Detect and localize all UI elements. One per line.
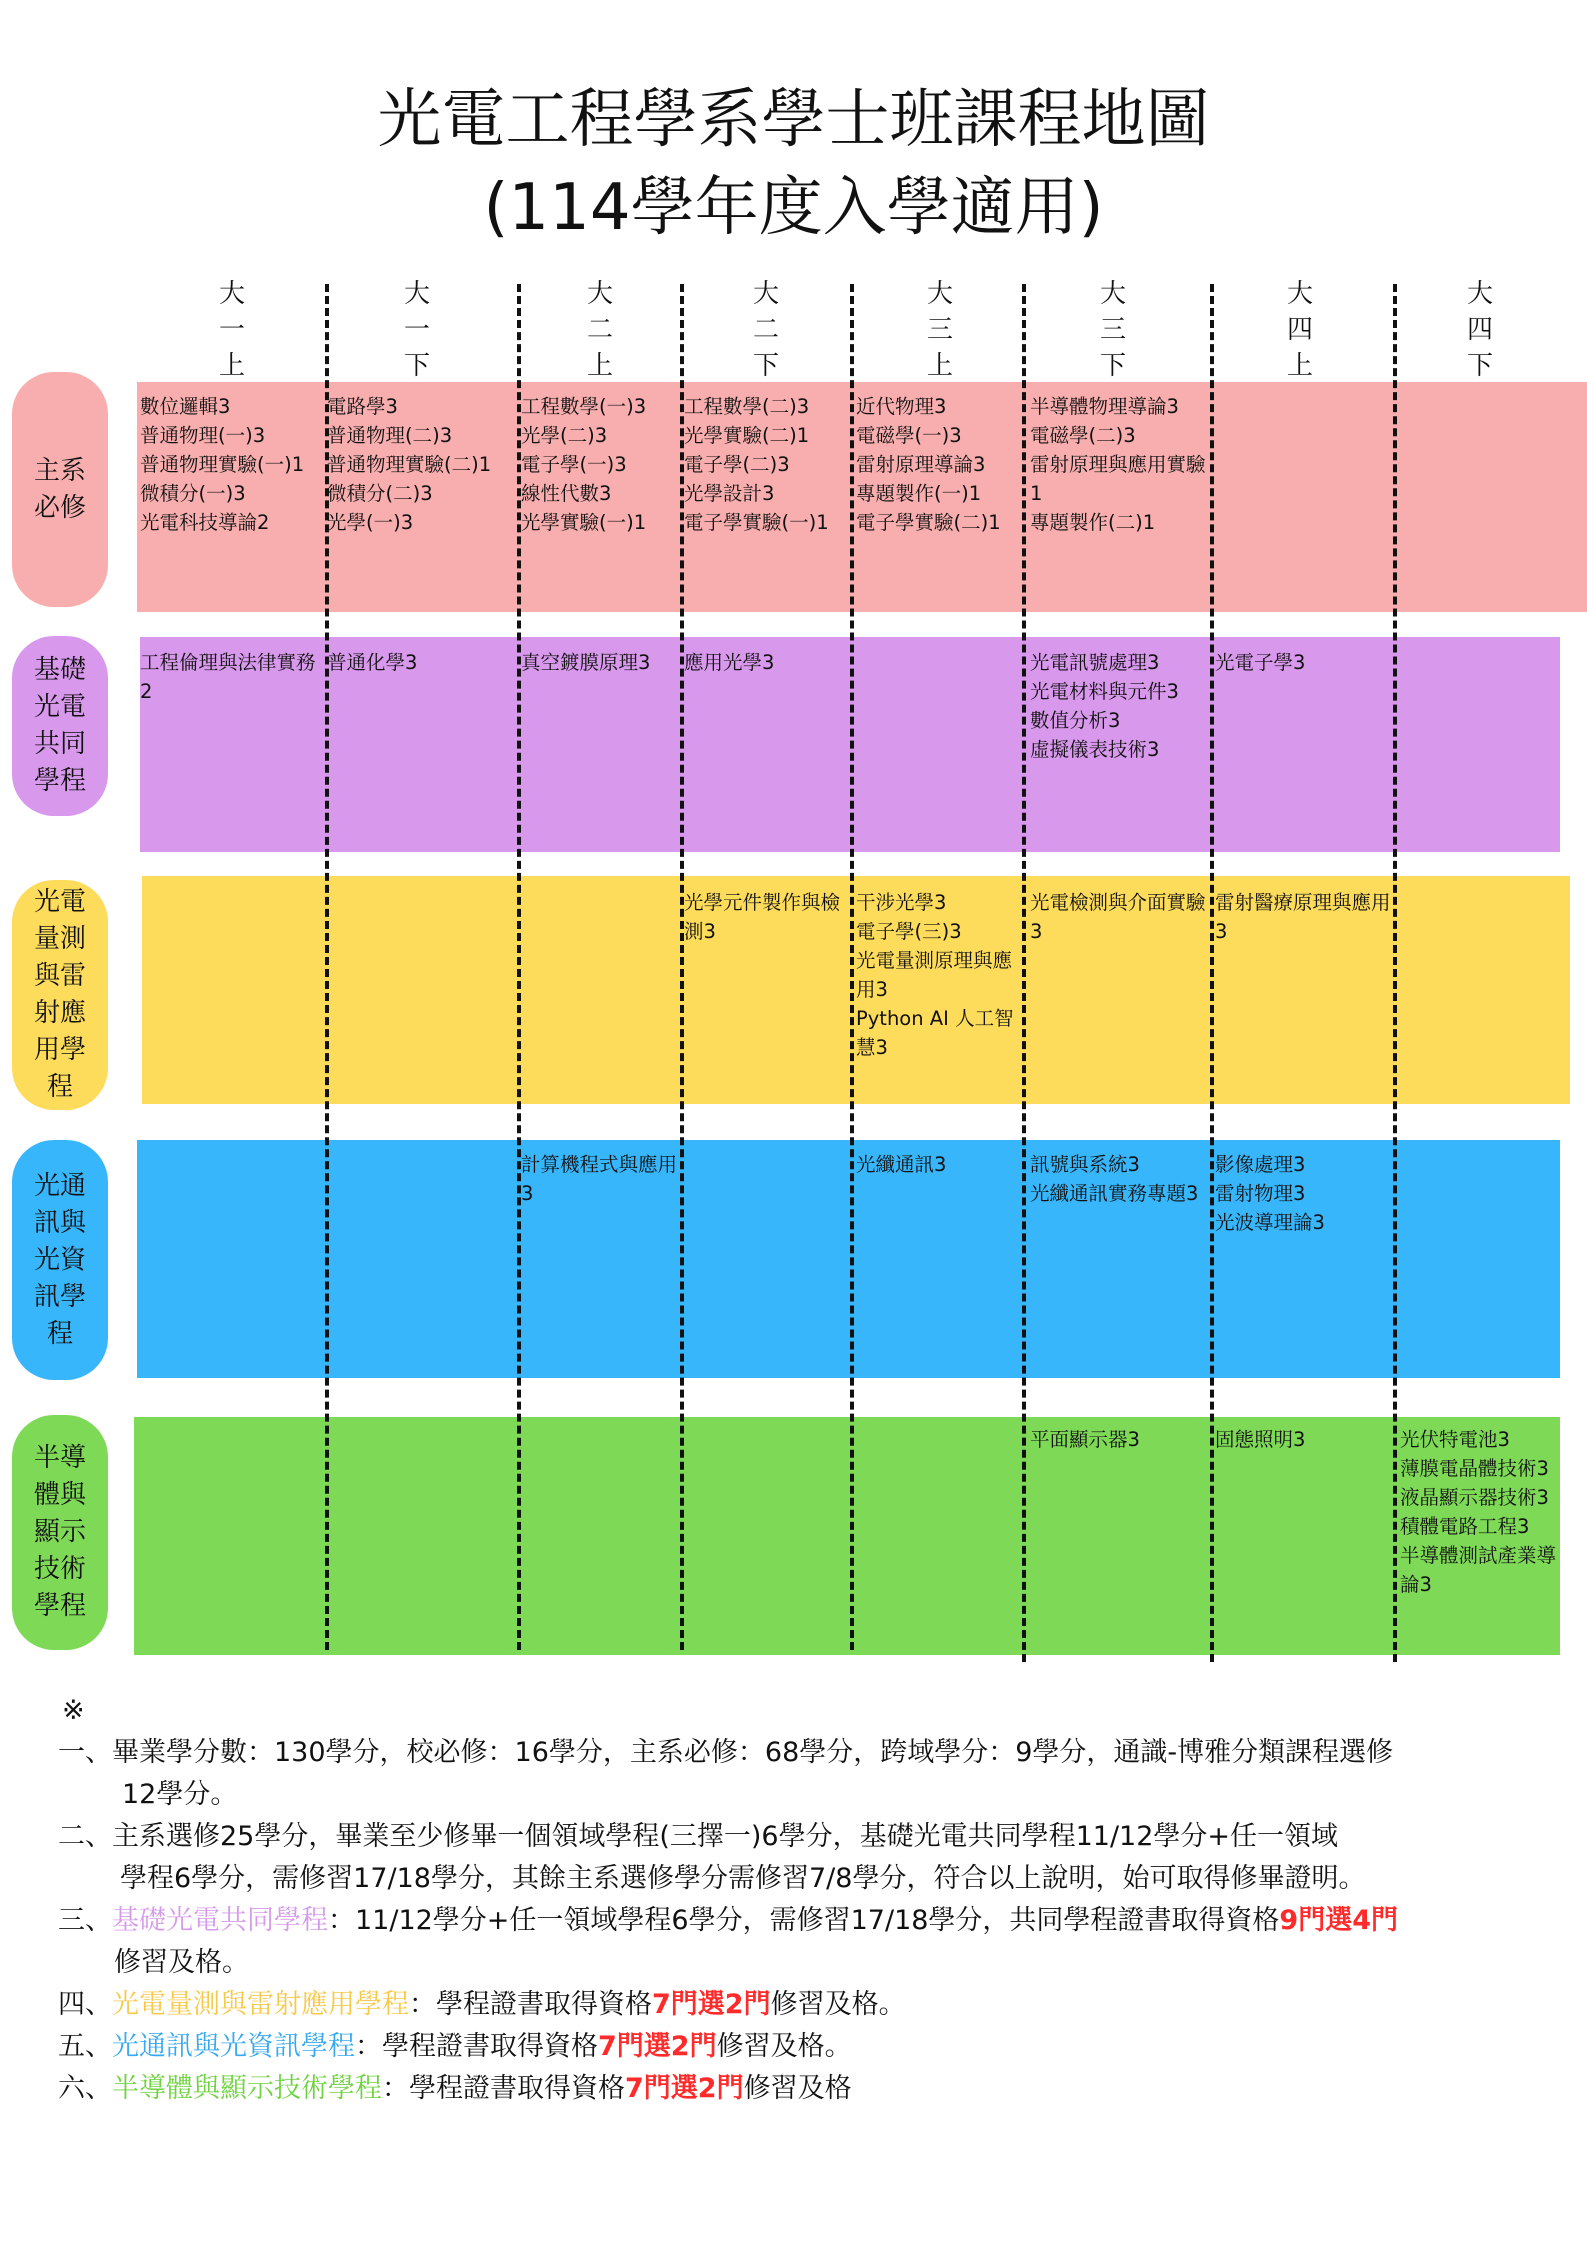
note-6 [58, 2068, 1558, 2110]
note-6-text: ：學程證書取得資格 [382, 2073, 625, 2104]
note-3-highlight: 9門選4門 [1279, 1905, 1398, 1936]
note-5-highlight: 7門選2門 [598, 2031, 717, 2062]
course-cell [1030, 1425, 1212, 1454]
course-item: 專題製作(一)1 [856, 482, 982, 505]
course-cell [856, 888, 1026, 1062]
semester-char: 大 [403, 279, 430, 309]
note-6-index: 六、 [58, 2073, 112, 2104]
semester-divider [850, 284, 854, 1650]
course-item: 光電科技導論2 [140, 511, 270, 534]
course-cell [1030, 1150, 1212, 1208]
course-item: 應用光學3 [684, 651, 775, 674]
semester-char: 上 [586, 351, 613, 381]
semester-header-7 [1270, 276, 1330, 384]
course-item: 干涉光學3 [856, 891, 947, 914]
course-item: 普通物理(一)3 [140, 424, 266, 447]
semester-header-8 [1450, 276, 1510, 384]
semester-char: 大 [926, 279, 953, 309]
course-cell [140, 648, 325, 706]
semester-char: 下 [1099, 351, 1126, 381]
semester-char: 一 [218, 315, 245, 345]
course-item: 電子學(一)3 [521, 453, 627, 476]
note-1-index: 一、 [58, 1737, 112, 1768]
course-item: 光纖通訊實務專題3 [1030, 1182, 1199, 1205]
note-5-end: 修習及格。 [716, 2031, 852, 2062]
note-5-index: 五、 [58, 2031, 112, 2062]
semester-header-2 [387, 276, 447, 384]
note-4-index: 四、 [58, 1989, 112, 2020]
course-cell [327, 648, 517, 677]
course-item: 光電訊號處理3 [1030, 651, 1160, 674]
course-cell [1030, 392, 1212, 537]
course-item: 微積分(二)3 [327, 482, 433, 505]
course-cell [1400, 1425, 1565, 1599]
note-2-index: 二、 [58, 1821, 112, 1852]
course-item: 專題製作(二)1 [1030, 511, 1156, 534]
course-item: 普通物理實驗(二)1 [327, 453, 492, 476]
course-item: 液晶顯示器技術3 [1400, 1486, 1549, 1509]
course-item: 電子學(三)3 [856, 920, 962, 943]
course-item: 光電量測原理與應用3 [856, 949, 1013, 1001]
semester-char: 上 [1286, 351, 1313, 381]
semester-char: 四 [1286, 315, 1313, 345]
course-item: 數值分析3 [1030, 709, 1121, 732]
course-item: 光學(一)3 [327, 511, 414, 534]
program-label-4: 光通訊與光資訊學程 [12, 1140, 108, 1380]
course-cell [1215, 1150, 1395, 1237]
course-item: 工程數學(一)3 [521, 395, 647, 418]
course-cell [684, 648, 852, 677]
note-4-highlight: 7門選2門 [652, 1989, 771, 2020]
note-2 [58, 1816, 1558, 1900]
semester-char: 大 [752, 279, 779, 309]
course-item: 電磁學(二)3 [1030, 424, 1136, 447]
notes-mark: ※ [62, 1695, 85, 1726]
semester-char: 二 [752, 315, 779, 345]
course-item: 雷射原理導論3 [856, 453, 986, 476]
course-cell [684, 392, 852, 537]
semester-char: 三 [926, 315, 953, 345]
course-item: 工程倫理與法律實務2 [140, 651, 316, 703]
note-5 [58, 2026, 1558, 2068]
note-1-continuation: 12學分。 [122, 1779, 238, 1810]
semester-char: 三 [1099, 315, 1126, 345]
note-4-text: ：學程證書取得資格 [409, 1989, 652, 2020]
program-label-3: 光電量測與雷射應用學程 [12, 880, 108, 1110]
course-item: 線性代數3 [521, 482, 612, 505]
course-item: 光學元件製作與檢測3 [684, 891, 841, 943]
semester-char: 大 [1466, 279, 1493, 309]
course-item: 電磁學(一)3 [856, 424, 962, 447]
note-4-end: 修習及格。 [770, 1989, 906, 2020]
note-6-program: 半導體與顯示技術學程 [112, 2073, 382, 2104]
course-item: 虛擬儀表技術3 [1030, 738, 1160, 761]
course-item: 固態照明3 [1215, 1428, 1306, 1451]
course-item: 雷射物理3 [1215, 1182, 1306, 1205]
note-3-text: ：11/12學分+任一領域學程6學分，需修習17/18學分，共同學程證書取得資格 [328, 1905, 1280, 1936]
course-item: 電子學實驗(一)1 [684, 511, 829, 534]
semester-header-4 [736, 276, 796, 384]
course-item: 電子學實驗(二)1 [856, 511, 1001, 534]
course-item: 光電子學3 [1215, 651, 1306, 674]
semester-char: 大 [1286, 279, 1313, 309]
course-item: 光學實驗(二)1 [684, 424, 810, 447]
course-item: 光電材料與元件3 [1030, 680, 1179, 703]
semester-char: 四 [1466, 315, 1493, 345]
note-5-text: ：學程證書取得資格 [355, 2031, 598, 2062]
semester-char: 大 [218, 279, 245, 309]
note-3-program: 基礎光電共同學程 [112, 1905, 328, 1936]
semester-char: 上 [926, 351, 953, 381]
semester-char: 下 [1466, 351, 1493, 381]
course-cell [140, 392, 325, 537]
semester-header-5 [910, 276, 970, 384]
course-item: 半導體物理導論3 [1030, 395, 1179, 418]
note-4-program: 光電量測與雷射應用學程 [112, 1989, 409, 2020]
course-cell [521, 392, 681, 537]
page-title-line2: (114學年度入學適用) [483, 171, 1104, 245]
course-cell [327, 392, 517, 537]
semester-char: 大 [586, 279, 613, 309]
semester-char: 二 [586, 315, 613, 345]
note-2-text: 主系選修25學分，畢業至少修畢一個領域學程(三擇一)6學分，基礎光電共同學程11/12學分+任一領域 [112, 1821, 1339, 1852]
course-item: 半導體測試產業導論3 [1400, 1544, 1557, 1596]
note-4 [58, 1984, 1558, 2026]
semester-char: 上 [218, 351, 245, 381]
course-cell [521, 648, 681, 677]
course-item: 光學(二)3 [521, 424, 608, 447]
course-item: 訊號與系統3 [1030, 1153, 1140, 1176]
semester-header-3 [570, 276, 630, 384]
course-item: 雷射原理與應用實驗1 [1030, 453, 1206, 505]
semester-header-1 [202, 276, 262, 384]
note-3-index: 三、 [58, 1905, 112, 1936]
course-item: 薄膜電晶體技術3 [1400, 1457, 1549, 1480]
course-item: 雷射醫療原理與應用3 [1215, 891, 1391, 943]
course-cell [1215, 888, 1395, 946]
course-item: 光學設計3 [684, 482, 775, 505]
semester-divider [1022, 284, 1026, 1662]
program-label-2: 基礎光電共同學程 [12, 636, 108, 816]
course-cell [856, 392, 1026, 537]
course-item: 平面顯示器3 [1030, 1428, 1140, 1451]
course-item: 微積分(一)3 [140, 482, 246, 505]
course-cell [856, 1150, 1026, 1179]
course-cell [1030, 888, 1212, 946]
note-1 [58, 1732, 1558, 1816]
semester-divider [325, 284, 329, 1650]
semester-header-6 [1083, 276, 1143, 384]
course-item: 數位邏輯3 [140, 395, 231, 418]
course-item: 積體電路工程3 [1400, 1515, 1530, 1538]
semester-char: 一 [403, 315, 430, 345]
semester-divider [517, 284, 521, 1650]
semester-divider [1393, 284, 1397, 1662]
course-item: 光波導理論3 [1215, 1211, 1325, 1234]
course-cell [521, 1150, 681, 1208]
semester-divider [1210, 284, 1214, 1662]
course-item: 光伏特電池3 [1400, 1428, 1510, 1451]
note-3-continuation: 修習及格。 [114, 1947, 249, 1978]
note-3 [58, 1900, 1558, 1984]
course-item: 計算機程式與應用3 [521, 1153, 678, 1205]
course-item: 近代物理3 [856, 395, 947, 418]
course-item: Python AI 人工智慧3 [856, 1007, 1014, 1059]
course-item: 普通物理實驗(一)1 [140, 453, 305, 476]
semester-char: 大 [1099, 279, 1126, 309]
course-cell [1215, 1425, 1395, 1454]
course-item: 普通化學3 [327, 651, 418, 674]
notes-section [58, 1690, 1558, 2110]
course-item: 光學實驗(一)1 [521, 511, 647, 534]
note-6-end: 修習及格 [743, 2073, 852, 2104]
program-label-5: 半導體與顯示技術學程 [12, 1415, 108, 1650]
semester-char: 下 [752, 351, 779, 381]
note-1-text: 畢業學分數：130學分，校必修：16學分，主系必修：68學分，跨域學分：9學分，通識-博雅分類課程選修 [112, 1737, 1394, 1768]
course-cell [1030, 648, 1212, 764]
note-6-highlight: 7門選2門 [625, 2073, 744, 2104]
semester-divider [680, 284, 684, 1650]
note-2-continuation: 學程6學分，需修習17/18學分，其餘主系選修學分需修習7/8學分，符合以上說明，始可取得修畢證明。 [120, 1863, 1366, 1894]
page-title-line1: 光電工程學系學士班課程地圖 [377, 83, 1210, 157]
course-item: 普通物理(二)3 [327, 424, 453, 447]
course-cell [1215, 648, 1395, 677]
program-label-1: 主系必修 [12, 372, 108, 607]
note-5-program: 光通訊與光資訊學程 [112, 2031, 355, 2062]
course-cell [684, 888, 852, 946]
course-item: 電路學3 [327, 395, 398, 418]
course-item: 影像處理3 [1215, 1153, 1306, 1176]
course-item: 光纖通訊3 [856, 1153, 947, 1176]
course-item: 真空鍍膜原理3 [521, 651, 651, 674]
course-item: 工程數學(二)3 [684, 395, 810, 418]
semester-char: 下 [403, 351, 430, 381]
course-item: 電子學(二)3 [684, 453, 790, 476]
course-item: 光電檢測與介面實驗3 [1030, 891, 1206, 943]
